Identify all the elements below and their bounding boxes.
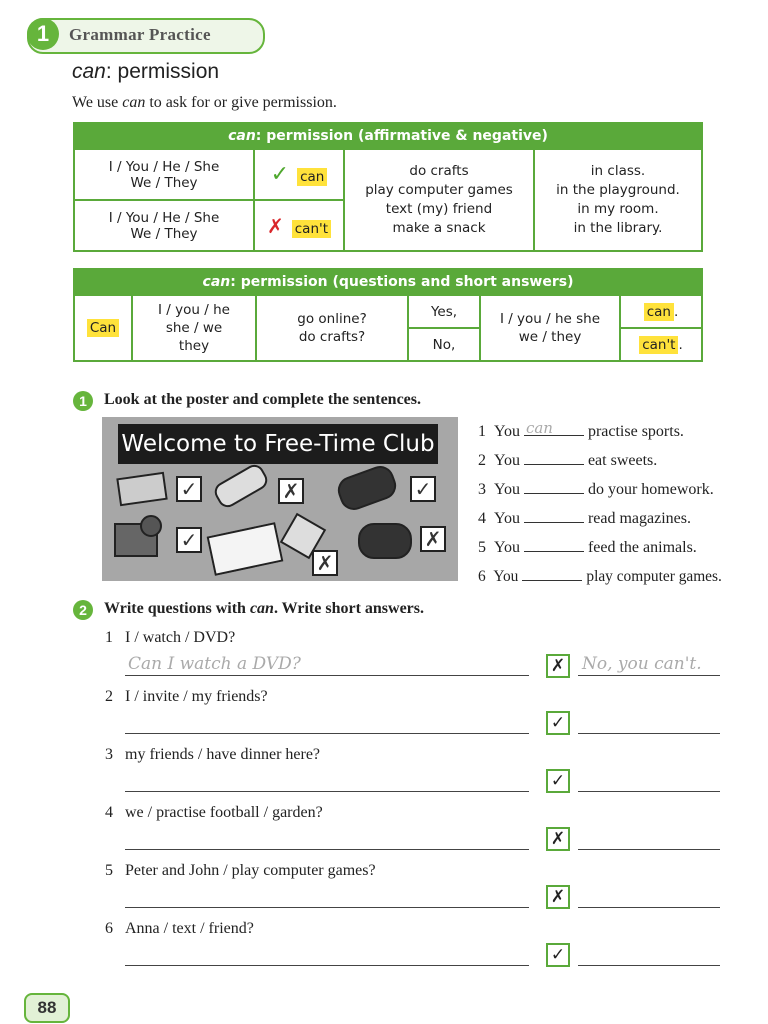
page-number: 88 xyxy=(24,993,70,1023)
activity: text (my) friend xyxy=(385,201,493,217)
grammar-table-affirmative xyxy=(73,122,703,252)
modal-can: can xyxy=(297,168,327,186)
subject-line: they xyxy=(178,338,210,354)
subject-line: I / you / he xyxy=(158,302,230,318)
activity: play computer games xyxy=(365,182,513,198)
subject-line: We / They xyxy=(130,225,198,242)
question-line[interactable] xyxy=(125,674,529,676)
table1-title-italic: can xyxy=(228,128,256,144)
question-prompt-5 xyxy=(105,862,376,880)
pronoun-line: I / you / he she xyxy=(499,311,601,327)
sentence-5 xyxy=(478,537,697,557)
item-number: 5 xyxy=(105,862,113,879)
sentence-post: do your homework. xyxy=(587,481,714,498)
prompt-text: I / watch / DVD? xyxy=(125,629,236,646)
table1-activities-cell xyxy=(344,149,534,251)
place: in class. xyxy=(590,163,646,179)
item-number: 3 xyxy=(105,746,113,763)
check-box-icon: ✓ xyxy=(546,711,570,735)
subject-line: I / You / He / She xyxy=(108,158,220,175)
activity: make a snack xyxy=(392,220,486,236)
prompt-text: we / practise football / garden? xyxy=(125,804,323,821)
sentence-post: play computer games. xyxy=(586,568,722,585)
answer-blank[interactable] xyxy=(524,479,584,494)
table1-header xyxy=(74,123,702,149)
cross-box-icon: ✗ xyxy=(546,827,570,851)
sentence-pre: You xyxy=(493,568,519,585)
sentence-post: feed the animals. xyxy=(587,539,697,556)
game-console-icon xyxy=(334,462,400,514)
place: in the playground. xyxy=(556,182,680,198)
table2-title-italic: can xyxy=(202,274,231,290)
sentence-4 xyxy=(478,508,691,528)
cross-icon: ✗ xyxy=(266,213,284,238)
sentence-number: 1 xyxy=(478,423,486,440)
item-number: 2 xyxy=(105,688,113,705)
item-number: 6 xyxy=(105,920,113,937)
sentence-pre: You xyxy=(494,481,520,498)
sweets-icon xyxy=(211,461,271,511)
question-prompt-6 xyxy=(105,920,254,938)
instruction-italic: can xyxy=(249,600,274,617)
section-badge xyxy=(27,18,265,54)
intro-post: to ask for or give permission. xyxy=(145,94,337,111)
intro-pre: We use xyxy=(72,94,123,111)
modal-cant: can't xyxy=(292,220,331,238)
answer-blank[interactable] xyxy=(522,566,582,581)
short-can: can xyxy=(644,303,674,321)
prompt-text: Anna / text / friend? xyxy=(125,920,254,937)
sentence-pre: You xyxy=(494,510,520,527)
club-poster xyxy=(102,417,458,581)
answer-blank[interactable] xyxy=(524,537,584,552)
rabbit-icon xyxy=(358,523,412,559)
prompt-text: Peter and John / play computer games? xyxy=(125,862,376,879)
intro-italic: can xyxy=(122,94,146,111)
table1-modal-cell xyxy=(254,200,344,251)
table1-subject-cell xyxy=(74,149,254,200)
action: do crafts? xyxy=(298,329,366,345)
sentence-number: 5 xyxy=(478,539,486,556)
sentence-post: eat sweets. xyxy=(587,452,658,469)
cross-box-icon: ✗ xyxy=(420,526,446,552)
question-line[interactable] xyxy=(125,848,529,850)
check-box-icon: ✓ xyxy=(176,476,202,502)
prompt-text: I / invite / my friends? xyxy=(125,688,268,705)
exercise-1-instruction: Look at the poster and complete the sentences. xyxy=(104,391,422,408)
instruction-pre: Write questions with xyxy=(104,600,250,617)
answer-blank[interactable] xyxy=(524,508,584,523)
item-number: 1 xyxy=(105,629,113,646)
question-prompt-2 xyxy=(105,688,268,706)
yes-word: Yes, xyxy=(430,303,458,320)
sentence-pre: You xyxy=(494,452,520,469)
table2-header xyxy=(74,269,702,295)
cross-box-icon: ✗ xyxy=(278,478,304,504)
answer-line[interactable] xyxy=(578,906,720,908)
example-answer: No, you can't. xyxy=(582,654,702,674)
cross-box-icon: ✗ xyxy=(546,885,570,909)
activity: do crafts xyxy=(409,163,469,179)
dvd-icon xyxy=(116,472,167,506)
check-box-icon: ✓ xyxy=(546,943,570,967)
basketball-icon xyxy=(140,515,162,537)
table2-title-rest: : permission (questions and short answers) xyxy=(230,274,574,290)
table2-action-cell xyxy=(256,295,408,361)
sentence-pre: You xyxy=(494,539,520,556)
table1-modal-cell xyxy=(254,149,344,200)
question-line[interactable] xyxy=(125,732,529,734)
prompt-text: my friends / have dinner here? xyxy=(125,746,321,763)
dot: . xyxy=(673,303,679,320)
intro-text xyxy=(72,94,337,112)
sentence-number: 3 xyxy=(478,481,486,498)
subject-line: We / They xyxy=(130,174,198,191)
table2-no-cell xyxy=(408,328,480,361)
table2-subject-cell xyxy=(132,295,256,361)
answer-blank[interactable] xyxy=(524,421,584,436)
magazine-icon xyxy=(207,522,284,576)
sentence-number: 6 xyxy=(478,568,486,585)
instruction-post: . Write short answers. xyxy=(273,600,424,617)
subject-line: she / we xyxy=(165,320,223,336)
check-box-icon: ✓ xyxy=(176,527,202,553)
table2-pronoun-cell xyxy=(480,295,620,361)
sentence-post: practise sports. xyxy=(587,423,684,440)
answer-line[interactable] xyxy=(578,790,720,792)
pronoun-line: we / they xyxy=(518,329,582,345)
question-line[interactable] xyxy=(125,790,529,792)
cross-box-icon: ✗ xyxy=(312,550,338,576)
dot: . xyxy=(678,336,683,353)
sentence-number: 2 xyxy=(478,452,486,469)
poster-title: Welcome to Free-Time Club xyxy=(118,424,438,464)
exercise-1-number: 1 xyxy=(73,391,93,411)
heading-italic: can xyxy=(72,60,106,83)
answer-line[interactable] xyxy=(578,674,720,676)
answer-blank[interactable] xyxy=(524,450,584,465)
action: go online? xyxy=(297,311,367,327)
grammar-table-questions xyxy=(73,268,703,362)
example-question: Can I watch a DVD? xyxy=(128,654,301,674)
sentence-6 xyxy=(478,566,722,586)
heading-rest: : permission xyxy=(105,60,220,83)
modal-can-question: Can xyxy=(87,319,119,337)
table1-places-cell xyxy=(534,149,702,251)
item-number: 4 xyxy=(105,804,113,821)
answer-line[interactable] xyxy=(578,964,720,966)
section-number: 1 xyxy=(27,18,59,50)
sentence-1 xyxy=(478,421,684,441)
answer-line[interactable] xyxy=(578,848,720,850)
table1-subject-cell xyxy=(74,200,254,251)
section-title: Grammar Practice xyxy=(69,25,211,44)
question-line[interactable] xyxy=(125,906,529,908)
exercise-2-instruction xyxy=(104,600,424,618)
question-prompt-3 xyxy=(105,746,320,764)
table2-yes-cell xyxy=(408,295,480,328)
check-box-icon: ✓ xyxy=(546,769,570,793)
table1-title-rest: : permission (affirmative & negative) xyxy=(255,128,548,144)
tick-icon: ✓ xyxy=(270,162,290,187)
cross-box-icon: ✗ xyxy=(546,654,570,678)
sentence-3 xyxy=(478,479,714,499)
exercise-2-number: 2 xyxy=(73,600,93,620)
place: in my room. xyxy=(577,201,659,217)
question-line[interactable] xyxy=(125,964,529,966)
check-box-icon: ✓ xyxy=(410,476,436,502)
page-heading xyxy=(72,60,219,84)
table2-modal-cell xyxy=(74,295,132,361)
question-prompt-1 xyxy=(105,629,235,647)
place: in the library. xyxy=(573,220,663,236)
answer-line[interactable] xyxy=(578,732,720,734)
example-answer: can xyxy=(525,419,553,437)
subject-line: I / You / He / She xyxy=(108,209,220,226)
sentence-2 xyxy=(478,450,657,470)
sentence-pre: You xyxy=(494,423,520,440)
table2-cant-cell xyxy=(620,328,702,361)
short-cant: can't xyxy=(639,336,678,354)
no-word: No, xyxy=(432,336,456,353)
sentence-post: read magazines. xyxy=(587,510,692,527)
question-prompt-4 xyxy=(105,804,323,822)
sentence-number: 4 xyxy=(478,510,486,527)
table2-can-cell xyxy=(620,295,702,328)
